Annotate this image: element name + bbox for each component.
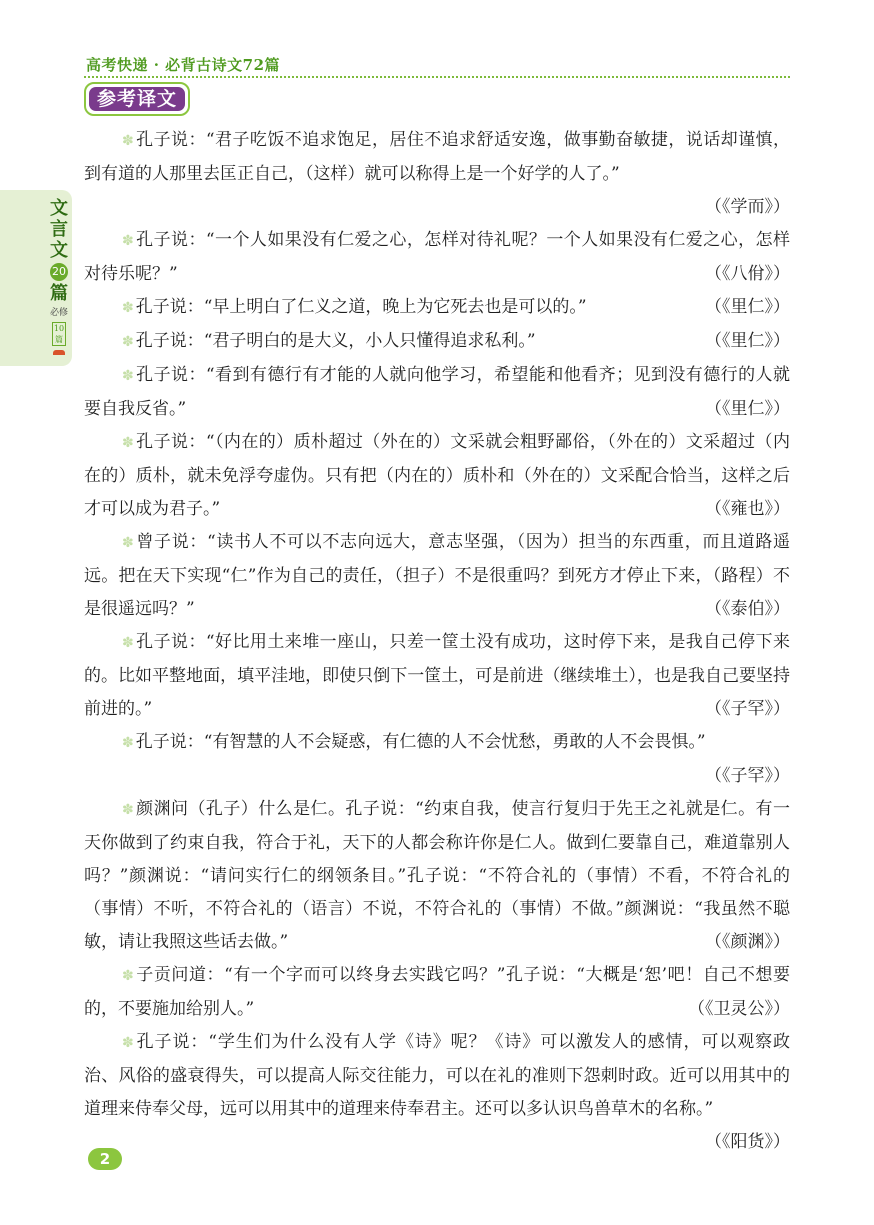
side-tab-decoration-icon bbox=[53, 350, 65, 355]
entry-source: （《阳货》） bbox=[705, 1132, 790, 1152]
page-number: 2 bbox=[88, 1148, 122, 1170]
translation-entry bbox=[84, 526, 790, 626]
side-tab-char: 篇 bbox=[50, 283, 68, 304]
flower-bullet-icon: ✽ bbox=[122, 535, 134, 551]
translation-entry bbox=[84, 291, 790, 325]
flower-bullet-icon: ✽ bbox=[122, 435, 134, 451]
side-chapter-tab[interactable] bbox=[0, 190, 72, 366]
side-tab-count-box: 10篇 bbox=[53, 324, 65, 344]
entry-source: （《颜渊》） bbox=[705, 932, 790, 952]
section-badge-label: 参考译文 bbox=[89, 87, 185, 111]
entry-text: 孔子说：“（内在的）质朴超过（外在的）文采就会粗野鄙俗，（外在的）文采超过（内在的）质朴，就未免浮夸虚伪。只有把（内在的）质朴和（外在的）文采配合恰当，这样之后才可以成为君子。” bbox=[84, 432, 790, 519]
entry-source: （《八佾》） bbox=[705, 264, 790, 284]
translation-content bbox=[84, 124, 790, 1159]
entry-source: （《里仁》） bbox=[705, 331, 790, 351]
side-tab-char: 文 bbox=[50, 240, 68, 261]
entry-source: （《里仁》） bbox=[705, 297, 790, 317]
translation-entry bbox=[84, 626, 790, 726]
entry-source: （《卫灵公》） bbox=[688, 999, 790, 1019]
entry-source: （《子罕》） bbox=[705, 699, 790, 719]
translation-entry bbox=[84, 426, 790, 526]
side-tab-subtitle: 必修 bbox=[49, 308, 68, 318]
flower-bullet-icon: ✽ bbox=[122, 802, 134, 818]
entry-text: 颜渊问（孔子）什么是仁。孔子说：“约束自我，使言行复归于先王之礼就是仁。有一天你做到了约束自我，符合于礼，天下的人都会称许你是仁人。做到仁要靠自己，难道靠别人吗？”颜渊说：“请问实行仁的纲领条目。”孔子说：“不符合礼的（事情）不看，不符合礼的（事情）不听，不符合礼的（语言）不说，不符合礼的（事情）不做。”颜渊说：“我虽然不聪敏，请让我照这些话去做。” bbox=[84, 799, 790, 952]
translation-entry bbox=[84, 726, 790, 760]
side-tab-char: 言 bbox=[50, 219, 68, 240]
side-tab-number: 20 bbox=[50, 263, 68, 281]
flower-bullet-icon: ✽ bbox=[122, 334, 134, 350]
flower-bullet-icon: ✽ bbox=[122, 233, 134, 249]
entry-source: （《里仁》） bbox=[705, 399, 790, 419]
entry-text: 孔子说：“早上明白了仁义之道，晚上为它死去也是可以的。” bbox=[135, 297, 587, 317]
entry-text: 孔子说：“君子吃饭不追求饱足，居住不追求舒适安逸，做事勤奋敏捷，说话却谨慎，到有道的人那里去匡正自己，（这样）就可以称得上是一个好学的人了。” bbox=[84, 130, 790, 184]
flower-bullet-icon: ✽ bbox=[122, 635, 134, 651]
entry-text: 曾子说：“读书人不可以不志向远大，意志坚强，（因为）担当的东西重，而且道路遥远。把在天下实现“仁”作为自己的责任，（担子）不是很重吗？到死方才停止下来，（路程）不是很遥远吗？” bbox=[84, 532, 790, 619]
book-title: 高考快递 · 必背古诗文72篇 bbox=[86, 56, 281, 74]
side-tab-column bbox=[49, 198, 69, 355]
translation-entry bbox=[84, 793, 790, 959]
entry-text: 孔子说：“一个人如果没有仁爱之心，怎样对待礼呢？一个人如果没有仁爱之心，怎样对待乐呢？” bbox=[84, 230, 790, 284]
flower-bullet-icon: ✽ bbox=[122, 368, 134, 384]
translation-entry bbox=[84, 359, 790, 426]
translation-entry bbox=[84, 224, 790, 291]
section-badge bbox=[84, 82, 190, 116]
entry-text: 孔子说：“学生们为什么没有人学《诗》呢？《诗》可以激发人的感情，可以观察政治、风俗的盛衰得失，可以提高人际交往能力，可以在礼的准则下怨刺时政。近可以用其中的道理来侍奉父母，远可以用其中的道理来侍奉君主。还可以多认识鸟兽草木的名称。” bbox=[84, 1032, 790, 1119]
translation-entry bbox=[84, 959, 790, 1026]
entry-text: 孔子说：“好比用土来堆一座山，只差一筐土没有成功，这时停下来，是我自己停下来的。比如平整地面，填平洼地，即使只倒下一筐土，可是前进（继续堆土），也是我自己要坚持前进的。” bbox=[84, 632, 790, 719]
translation-entry bbox=[84, 1026, 790, 1152]
flower-bullet-icon: ✽ bbox=[122, 735, 134, 751]
entry-text: 子贡问道：“有一个字而可以终身去实践它吗？”孔子说：“大概是‘恕’吧！自己不想要的，不要施加给别人。” bbox=[84, 965, 790, 1019]
flower-bullet-icon: ✽ bbox=[122, 1035, 134, 1051]
entry-source: （《子罕》） bbox=[705, 766, 790, 786]
entry-text: 孔子说：“有智慧的人不会疑惑，有仁德的人不会忧愁，勇敢的人不会畏惧。” bbox=[135, 732, 706, 752]
flower-bullet-icon: ✽ bbox=[122, 968, 134, 984]
translation-entry bbox=[84, 325, 790, 359]
translation-entry bbox=[84, 124, 790, 191]
entry-text: 孔子说：“看到有德行有才能的人就向他学习，希望能和他看齐；见到没有德行的人就要自我反省。” bbox=[84, 365, 790, 419]
entry-source: （《泰伯》） bbox=[705, 599, 790, 619]
entry-source: （《学而》） bbox=[705, 197, 790, 217]
flower-bullet-icon: ✽ bbox=[122, 133, 134, 149]
entry-text: 孔子说：“君子明白的是大义，小人只懂得追求私利。” bbox=[135, 331, 536, 351]
flower-bullet-icon: ✽ bbox=[122, 300, 134, 316]
side-tab-char: 文 bbox=[50, 198, 68, 219]
page-header bbox=[84, 52, 790, 78]
entry-source: （《雍也》） bbox=[705, 499, 790, 519]
